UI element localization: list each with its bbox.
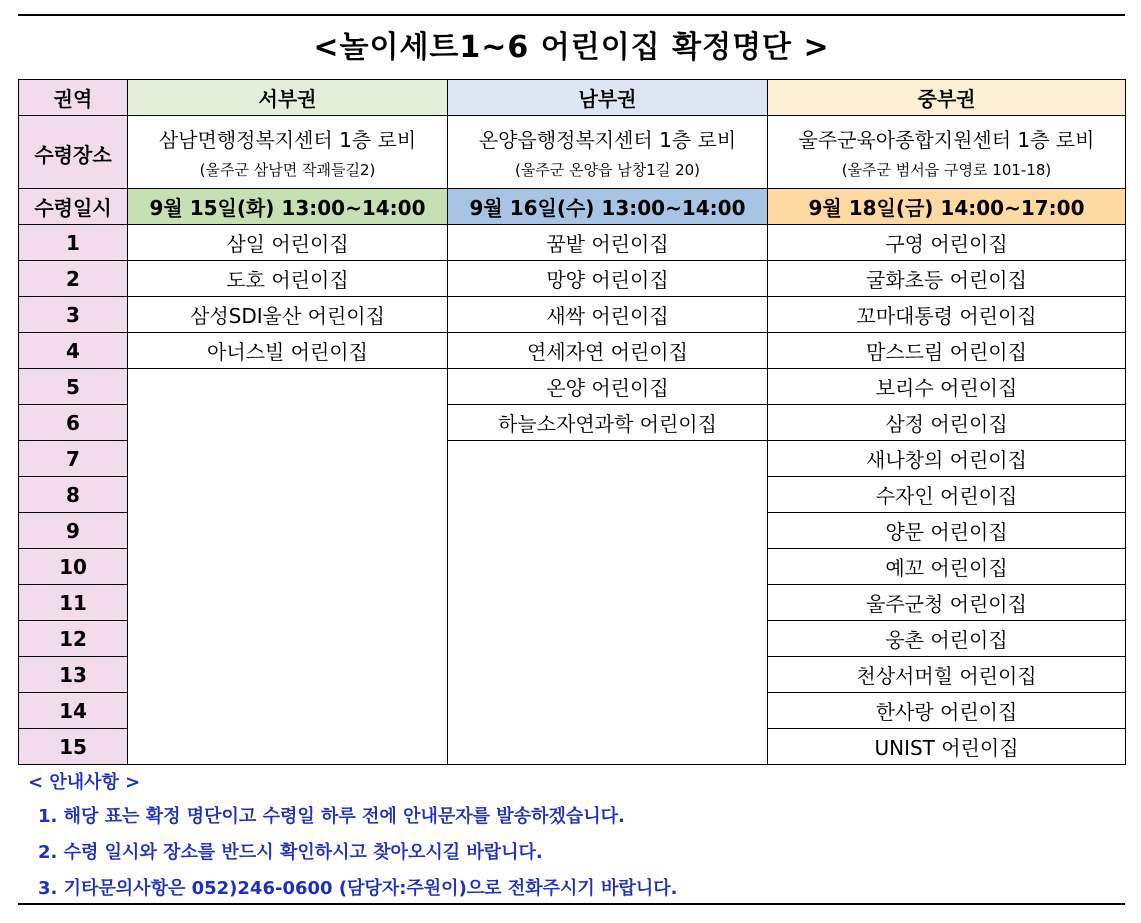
row-number: 6 xyxy=(19,405,128,441)
table-row xyxy=(19,621,1126,657)
datetime-row xyxy=(19,189,1126,225)
daycare-west: 삼성SDI울산 어린이집 xyxy=(128,297,448,333)
place-name: 온양읍행정복지센터 1층 로비 xyxy=(478,128,737,152)
place-south xyxy=(448,116,768,189)
daycare-central: 웅촌 어린이집 xyxy=(768,621,1126,657)
place-address: (울주군 온양읍 남창1길 20) xyxy=(514,161,701,179)
datetime-south: 9월 16일(수) 13:00~14:00 xyxy=(448,189,768,225)
notice-heading: < 안내사항 > xyxy=(28,772,141,793)
daycare-central: 굴화초등 어린이집 xyxy=(768,261,1126,297)
row-number: 13 xyxy=(19,657,128,693)
notice-line: 2. 수령 일시와 장소를 반드시 확인하시고 찾아오시길 바랍니다. xyxy=(38,842,543,863)
region-central: 중부권 xyxy=(768,80,1126,116)
daycare-central: 천상서머힐 어린이집 xyxy=(768,657,1126,693)
empty-cell-south xyxy=(448,729,768,765)
row-number: 9 xyxy=(19,513,128,549)
empty-cell-west xyxy=(128,729,448,765)
region-south: 남부권 xyxy=(448,80,768,116)
row-number: 8 xyxy=(19,477,128,513)
empty-cell-south xyxy=(448,693,768,729)
daycare-central: 꼬마대통령 어린이집 xyxy=(768,297,1126,333)
distribution-table xyxy=(18,79,1126,765)
daycare-south: 꿈밭 어린이집 xyxy=(448,225,768,261)
datetime-west: 9월 15일(화) 13:00~14:00 xyxy=(128,189,448,225)
daycare-south: 온양 어린이집 xyxy=(448,369,768,405)
table-row xyxy=(19,729,1126,765)
row-number: 2 xyxy=(19,261,128,297)
table-row xyxy=(19,549,1126,585)
empty-cell-south xyxy=(448,477,768,513)
row-number: 11 xyxy=(19,585,128,621)
page-title: <놀이세트1~6 어린이집 확정명단 > xyxy=(313,30,830,65)
notice-line: 3. 기타문의사항은 052)246-0600 (담당자:주원이)으로 전화주시기 바랍니다. xyxy=(38,878,678,899)
empty-cell-south xyxy=(448,585,768,621)
daycare-central: 새나창의 어린이집 xyxy=(768,441,1126,477)
table-row xyxy=(19,585,1126,621)
bottom-rule xyxy=(18,903,1125,905)
daycare-central: 한사랑 어린이집 xyxy=(768,693,1126,729)
daycare-west: 삼일 어린이집 xyxy=(128,225,448,261)
daycare-south: 하늘소자연과학 어린이집 xyxy=(448,405,768,441)
table-row xyxy=(19,477,1126,513)
notice-line: 1. 해당 표는 확정 명단이고 수령일 하루 전에 안내문자를 발송하겠습니다. xyxy=(38,806,625,827)
datetime-label: 수령일시 xyxy=(19,189,128,225)
top-rule xyxy=(18,14,1125,16)
row-number: 4 xyxy=(19,333,128,369)
empty-cell-west xyxy=(128,477,448,513)
empty-cell-west xyxy=(128,693,448,729)
table-row xyxy=(19,261,1126,297)
place-label: 수령장소 xyxy=(19,116,128,189)
daycare-west: 아너스빌 어린이집 xyxy=(128,333,448,369)
row-number: 5 xyxy=(19,369,128,405)
table-row xyxy=(19,225,1126,261)
place-name: 삼남면행정복지센터 1층 로비 xyxy=(158,128,417,152)
empty-cell-south xyxy=(448,621,768,657)
table-row xyxy=(19,693,1126,729)
table-row xyxy=(19,657,1126,693)
daycare-central: 예꼬 어린이집 xyxy=(768,549,1126,585)
daycare-central: 수자인 어린이집 xyxy=(768,477,1126,513)
place-name: 울주군육아종합지원센터 1층 로비 xyxy=(798,128,1095,152)
row-number: 10 xyxy=(19,549,128,585)
daycare-central: 맘스드림 어린이집 xyxy=(768,333,1126,369)
daycare-south: 연세자연 어린이집 xyxy=(448,333,768,369)
place-west xyxy=(128,116,448,189)
table-row xyxy=(19,297,1126,333)
place-central xyxy=(768,116,1126,189)
row-number: 1 xyxy=(19,225,128,261)
row-number: 3 xyxy=(19,297,128,333)
empty-cell-west xyxy=(128,585,448,621)
table-row xyxy=(19,513,1126,549)
region-west: 서부권 xyxy=(128,80,448,116)
empty-cell-south xyxy=(448,657,768,693)
empty-cell-west xyxy=(128,657,448,693)
region-label: 권역 xyxy=(19,80,128,116)
empty-cell-south xyxy=(448,513,768,549)
daycare-south: 망양 어린이집 xyxy=(448,261,768,297)
row-number: 15 xyxy=(19,729,128,765)
empty-cell-west xyxy=(128,513,448,549)
empty-cell-west xyxy=(128,441,448,477)
daycare-central: 구영 어린이집 xyxy=(768,225,1126,261)
empty-cell-west xyxy=(128,369,448,405)
empty-cell-west xyxy=(128,549,448,585)
table-row xyxy=(19,369,1126,405)
place-row xyxy=(19,116,1126,189)
daycare-south: 새싹 어린이집 xyxy=(448,297,768,333)
row-number: 14 xyxy=(19,693,128,729)
empty-cell-south xyxy=(448,549,768,585)
empty-cell-south xyxy=(448,441,768,477)
datetime-central: 9월 18일(금) 14:00~17:00 xyxy=(768,189,1126,225)
region-header-row xyxy=(19,80,1126,116)
row-number: 7 xyxy=(19,441,128,477)
daycare-central: 보리수 어린이집 xyxy=(768,369,1126,405)
daycare-central: UNIST 어린이집 xyxy=(768,729,1126,765)
empty-cell-west xyxy=(128,405,448,441)
table-row xyxy=(19,405,1126,441)
table-row xyxy=(19,333,1126,369)
daycare-central: 양문 어린이집 xyxy=(768,513,1126,549)
daycare-rows xyxy=(19,225,1126,765)
place-address: (울주군 삼남면 작괘들길2) xyxy=(199,161,376,179)
table-row xyxy=(19,441,1126,477)
daycare-central: 삼정 어린이집 xyxy=(768,405,1126,441)
row-number: 12 xyxy=(19,621,128,657)
daycare-central: 울주군청 어린이집 xyxy=(768,585,1126,621)
place-address: (울주군 범서읍 구영로 101-18) xyxy=(841,161,1052,179)
daycare-west: 도호 어린이집 xyxy=(128,261,448,297)
empty-cell-west xyxy=(128,621,448,657)
